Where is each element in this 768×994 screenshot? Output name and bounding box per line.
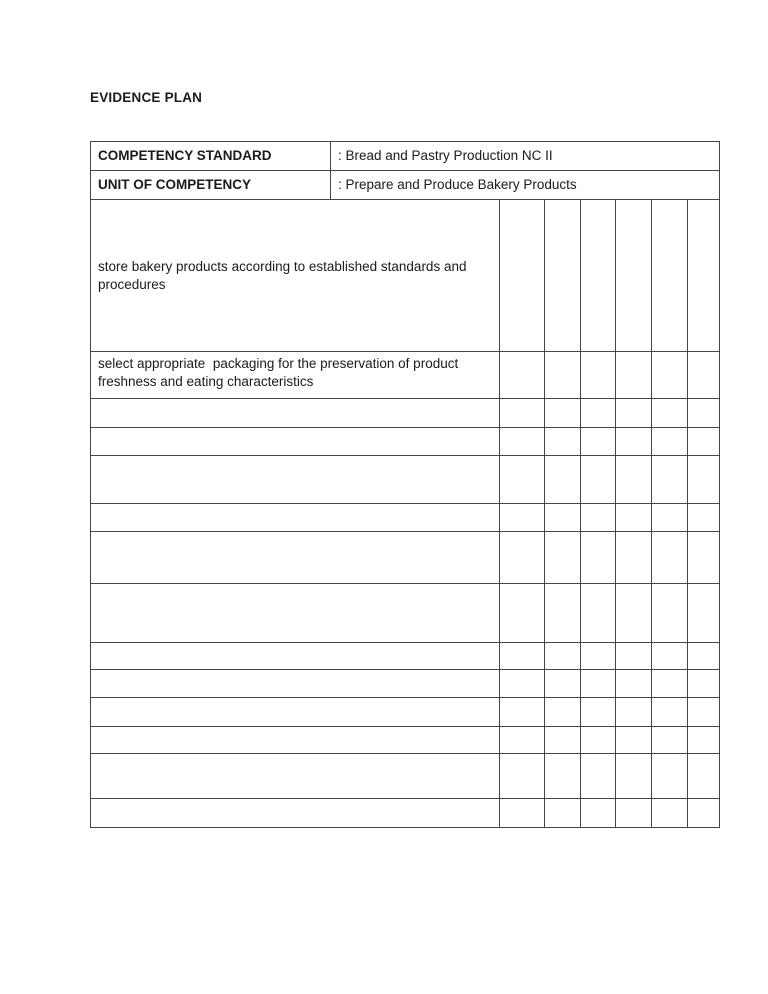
header-row [91, 142, 719, 171]
check-cell [616, 352, 652, 398]
header-row [91, 171, 719, 200]
check-cell [545, 428, 581, 455]
check-cell [652, 456, 688, 503]
check-cell [688, 670, 719, 697]
check-cell [652, 727, 688, 753]
table-row [91, 532, 719, 584]
check-cell [545, 670, 581, 697]
check-cell [581, 584, 616, 642]
check-cell [652, 504, 688, 531]
row-label [91, 399, 500, 427]
check-cell [688, 456, 719, 503]
check-cell [500, 532, 545, 583]
check-cell [545, 352, 581, 398]
check-cell [581, 200, 616, 351]
row-label [91, 504, 500, 531]
table-row [91, 399, 719, 428]
table-row [91, 584, 719, 643]
check-cell [652, 754, 688, 798]
check-cell [581, 428, 616, 455]
check-cell [581, 352, 616, 398]
header-row-label: UNIT OF COMPETENCY [91, 171, 331, 199]
check-cell [500, 584, 545, 642]
check-cell [652, 799, 688, 827]
check-cell [688, 698, 719, 726]
check-cell [581, 532, 616, 583]
check-cell [652, 352, 688, 398]
check-cell [545, 456, 581, 503]
table-row [91, 698, 719, 727]
check-cell [500, 799, 545, 827]
check-cell [545, 698, 581, 726]
check-cell [500, 727, 545, 753]
table-row [91, 727, 719, 754]
check-cell [545, 200, 581, 351]
check-cell [616, 799, 652, 827]
row-label [91, 727, 500, 753]
check-cell [688, 754, 719, 798]
check-cell [500, 456, 545, 503]
check-cell [616, 727, 652, 753]
check-cell [688, 428, 719, 455]
check-cell [688, 504, 719, 531]
table-row [91, 200, 719, 352]
page-title: EVIDENCE PLAN [90, 90, 203, 105]
check-cell [652, 200, 688, 351]
row-label [91, 643, 500, 669]
check-cell [500, 428, 545, 455]
check-cell [581, 643, 616, 669]
check-cell [545, 727, 581, 753]
check-cell [688, 584, 719, 642]
check-cell [688, 399, 719, 427]
check-cell [581, 399, 616, 427]
check-cell [652, 698, 688, 726]
check-cell [616, 754, 652, 798]
table-row [91, 754, 719, 799]
row-label [91, 670, 500, 697]
check-cell [688, 643, 719, 669]
check-cell [581, 456, 616, 503]
check-cell [545, 399, 581, 427]
check-cell [616, 698, 652, 726]
check-cell [616, 200, 652, 351]
row-label: select appropriate packaging for the preservation of product freshness and eating characteristics [91, 352, 500, 398]
check-cell [581, 754, 616, 798]
check-cell [581, 504, 616, 531]
check-cell [581, 698, 616, 726]
header-row-value: : Prepare and Produce Bakery Products [338, 177, 577, 192]
check-cell [652, 399, 688, 427]
row-label [91, 532, 500, 583]
check-cell [616, 456, 652, 503]
check-cell [652, 428, 688, 455]
check-cell [616, 670, 652, 697]
evidence-plan-table [90, 141, 720, 828]
row-label [91, 754, 500, 798]
row-label [91, 799, 500, 827]
check-cell [500, 643, 545, 669]
table-row [91, 428, 719, 456]
check-cell [616, 584, 652, 642]
header-row-value: : Bread and Pastry Production NC II [338, 148, 553, 163]
row-label [91, 698, 500, 726]
check-cell [688, 727, 719, 753]
check-cell [581, 799, 616, 827]
check-cell [652, 643, 688, 669]
check-cell [545, 504, 581, 531]
check-cell [688, 799, 719, 827]
check-cell [652, 584, 688, 642]
check-cell [616, 532, 652, 583]
row-label: store bakery products according to established standards and procedures [91, 200, 500, 351]
check-cell [616, 504, 652, 531]
check-cell [500, 352, 545, 398]
check-cell [500, 399, 545, 427]
row-label [91, 456, 500, 503]
check-cell [652, 532, 688, 583]
check-cell [616, 428, 652, 455]
check-cell [688, 200, 719, 351]
check-cell [500, 670, 545, 697]
check-cell [581, 670, 616, 697]
row-label [91, 584, 500, 642]
check-cell [616, 399, 652, 427]
check-cell [500, 698, 545, 726]
row-label [91, 428, 500, 455]
table-row [91, 670, 719, 698]
check-cell [545, 643, 581, 669]
check-cell [500, 504, 545, 531]
check-cell [616, 643, 652, 669]
table-row [91, 456, 719, 504]
check-cell [688, 352, 719, 398]
check-cell [688, 532, 719, 583]
check-cell [545, 532, 581, 583]
check-cell [500, 200, 545, 351]
check-cell [545, 584, 581, 642]
table-row [91, 643, 719, 670]
check-cell [581, 727, 616, 753]
table-row [91, 799, 719, 827]
table-row [91, 352, 719, 399]
check-cell [500, 754, 545, 798]
table-row [91, 504, 719, 532]
check-cell [545, 799, 581, 827]
check-cell [545, 754, 581, 798]
header-row-label: COMPETENCY STANDARD [91, 142, 331, 170]
check-cell [652, 670, 688, 697]
